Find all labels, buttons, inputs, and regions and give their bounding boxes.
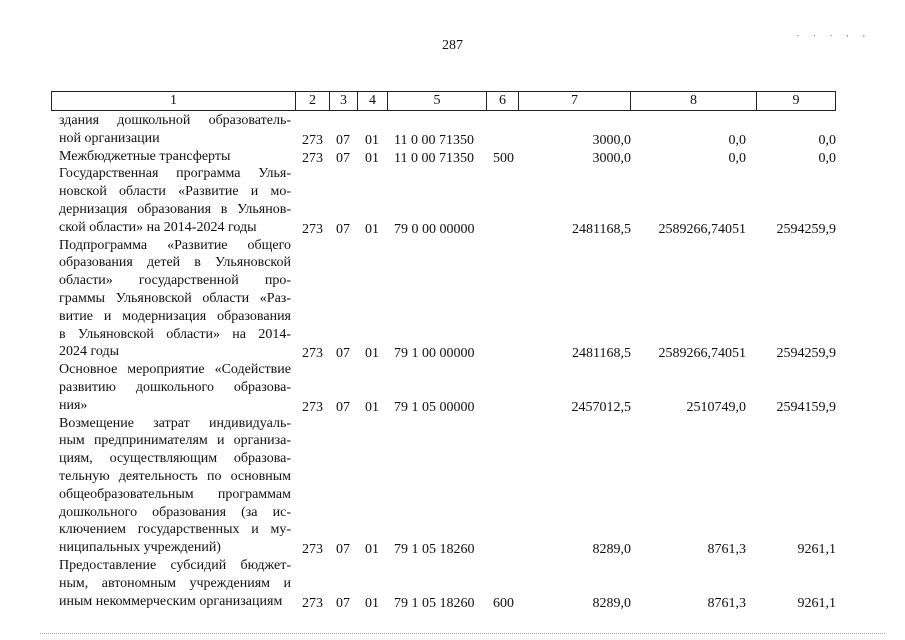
row-description — [59, 361, 291, 414]
column-header-6: 6 — [487, 91, 519, 111]
description-line: тельную деятельность по основным — [59, 468, 291, 484]
cell-c2: 273 — [302, 399, 323, 415]
cell-c5: 79 1 05 18260 — [394, 542, 475, 558]
corner-marks: . . . , , — [796, 28, 871, 38]
description-line: Межбюджетные трансферты — [59, 148, 231, 164]
cell-c8: 8761,3 — [707, 542, 746, 558]
cell-c5: 79 1 05 18260 — [394, 595, 475, 611]
description-line: витие и модернизация образования — [59, 308, 291, 324]
description-line: Государственная программа Улья- — [59, 166, 291, 182]
description-line: дернизация образования в Ульянов- — [59, 201, 291, 217]
row-description — [59, 112, 291, 148]
cell-c3: 07 — [336, 595, 350, 611]
cell-c4: 01 — [365, 542, 379, 558]
cell-c8: 0,0 — [728, 132, 746, 148]
cell-c4: 01 — [365, 595, 379, 611]
cell-c5: 79 1 00 00000 — [394, 346, 475, 362]
cell-c2: 273 — [302, 150, 323, 166]
column-header-9: 9 — [757, 91, 836, 111]
cell-c9: 9261,1 — [797, 595, 836, 611]
description-line: развитию дошкольного образова- — [59, 379, 291, 395]
cell-c3: 07 — [336, 346, 350, 362]
cell-c9: 2594259,9 — [776, 346, 836, 362]
row-description — [59, 557, 291, 610]
cell-c5: 79 0 00 00000 — [394, 221, 475, 237]
description-line: ния» — [59, 397, 88, 413]
description-line: ской области» на 2014-2024 годы — [59, 219, 257, 235]
description-line: циям, осуществляющим образова- — [59, 451, 291, 467]
cell-c9: 0,0 — [818, 132, 836, 148]
bottom-rule — [40, 633, 885, 634]
cell-c4: 01 — [365, 150, 379, 166]
cell-c7: 3000,0 — [592, 150, 631, 166]
cell-c3: 07 — [336, 150, 350, 166]
description-line: ным предпринимателям и организа- — [59, 433, 291, 449]
cell-c6: 500 — [493, 150, 514, 166]
cell-c9: 2594259,9 — [776, 221, 836, 237]
row-description — [59, 165, 291, 236]
description-line: ключением государственных и му- — [59, 522, 291, 538]
cell-c7: 8289,0 — [592, 595, 631, 611]
cell-c7: 2457012,5 — [571, 399, 631, 415]
column-header-5: 5 — [388, 91, 487, 111]
cell-c8: 2510749,0 — [686, 399, 746, 415]
cell-c2: 273 — [302, 595, 323, 611]
cell-c5: 11 0 00 71350 — [394, 150, 474, 166]
cell-c4: 01 — [365, 221, 379, 237]
description-line: общеобразовательным программам — [59, 486, 291, 502]
description-line: образования детей в Ульяновской — [59, 255, 291, 271]
cell-c7: 2481168,5 — [572, 346, 631, 362]
column-header-8: 8 — [631, 91, 757, 111]
column-header-7: 7 — [519, 91, 631, 111]
cell-c9: 9261,1 — [797, 542, 836, 558]
description-line: новской области «Развитие и мо- — [59, 184, 291, 200]
cell-c7: 3000,0 — [592, 132, 631, 148]
description-line: здания дошкольной образователь- — [59, 113, 291, 128]
description-line: Подпрограмма «Развитие общего — [59, 237, 291, 253]
description-line: области» государственной про- — [59, 273, 291, 289]
description-line: дошкольного образования (за ис- — [59, 504, 291, 520]
cell-c8: 2589266,74051 — [658, 346, 746, 362]
description-line: иным некоммерческим организациям — [59, 593, 283, 609]
cell-c3: 07 — [336, 132, 350, 148]
cell-c2: 273 — [302, 346, 323, 362]
description-line: Основное мероприятие «Содействие — [59, 362, 291, 378]
row-description — [59, 237, 291, 362]
row-description — [59, 415, 291, 557]
description-line: Возмещение затрат индивидуаль- — [59, 415, 291, 431]
description-line: ной организации — [59, 130, 160, 146]
cell-c6: 600 — [493, 595, 514, 611]
page-number: 287 — [442, 38, 463, 53]
column-header-1: 1 — [51, 91, 296, 111]
cell-c4: 01 — [365, 399, 379, 415]
cell-c8: 2589266,74051 — [658, 221, 746, 237]
cell-c9: 0,0 — [818, 150, 836, 166]
description-line: граммы Ульяновской области «Раз- — [59, 290, 291, 306]
cell-c5: 11 0 00 71350 — [394, 132, 474, 148]
column-header-3: 3 — [330, 91, 358, 111]
description-line: Предоставление субсидий бюджет- — [59, 558, 291, 573]
description-line: в Ульяновской области» на 2014- — [59, 326, 291, 342]
column-header-2: 2 — [296, 91, 330, 111]
cell-c8: 8761,3 — [707, 595, 746, 611]
cell-c4: 01 — [365, 132, 379, 148]
cell-c3: 07 — [336, 399, 350, 415]
cell-c2: 273 — [302, 132, 323, 148]
cell-c3: 07 — [336, 221, 350, 237]
description-line: ниципальных учреждений) — [59, 540, 221, 556]
cell-c3: 07 — [336, 542, 350, 558]
description-line: ным, автономным учреждениям и — [59, 575, 291, 591]
cell-c5: 79 1 05 00000 — [394, 399, 475, 415]
description-line: 2024 годы — [59, 344, 120, 360]
cell-c7: 2481168,5 — [572, 221, 631, 237]
cell-c2: 273 — [302, 221, 323, 237]
cell-c2: 273 — [302, 542, 323, 558]
cell-c8: 0,0 — [728, 150, 746, 166]
row-description — [59, 148, 291, 166]
cell-c7: 8289,0 — [592, 542, 631, 558]
column-header-4: 4 — [358, 91, 388, 111]
cell-c9: 2594159,9 — [776, 399, 836, 415]
cell-c4: 01 — [365, 346, 379, 362]
